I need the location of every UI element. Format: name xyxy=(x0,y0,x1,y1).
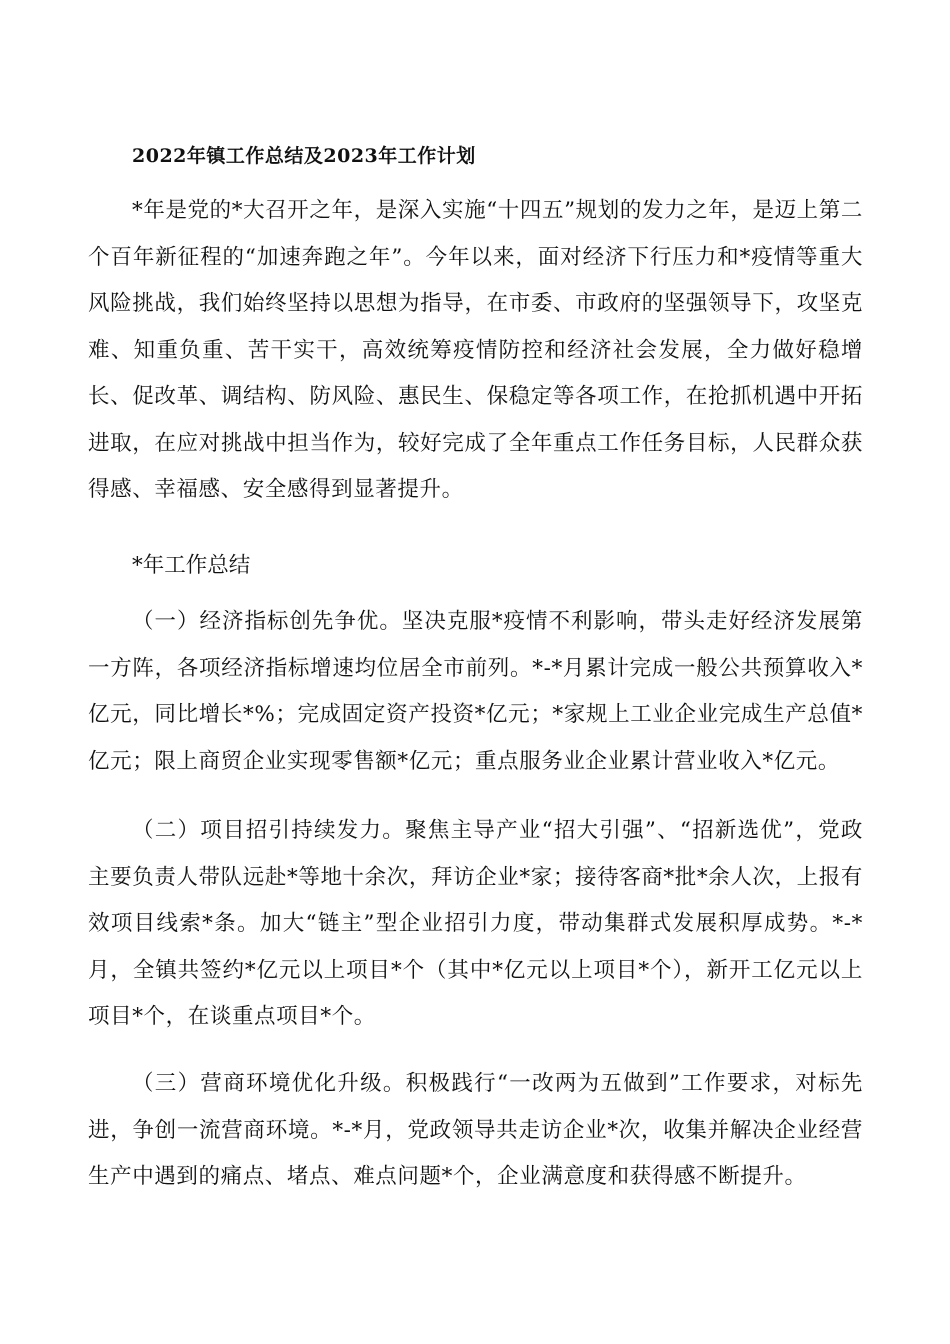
intro-paragraph: *年是党的*大召开之年，是深入实施“十四五”规划的发力之年，是迈上第二个百年新征程的“加速奔跑之年”。今年以来，面对经济下行压力和*疫情等重大风险挑战，我们始终坚持以思想为指导，在市委、市政府的坚强领导下，攻坚克难、知重负重、苦干实干，高效统筹疫情防控和经济社会发展，全力做好稳增长、促改革、调结构、防风险、惠民生、保稳定等各项工作，在抢抓机遇中开拓进取，在应对挑战中担当作为，较好完成了全年重点工作任务目标，人民群众获得感、幸福感、安全感得到显著提升。 xyxy=(88,198,863,502)
paragraph-economic-indicators: （一）经济指标创先争优。坚决克服*疫情不利影响，带头走好经济发展第一方阵，各项经济指标增速均位居全市前列。*-*月累计完成一般公共预算收入*亿元，同比增长*%；完成固定资产投资*亿元；*家规上工业企业完成生产总值*亿元；限上商贸企业实现零售额*亿元；重点服务业企业累计营业收入*亿元。 xyxy=(88,609,863,774)
document-title: 2022年镇工作总结及2023年工作计划 xyxy=(132,145,476,167)
section-heading: *年工作总结 xyxy=(132,553,251,578)
paragraph-project-attraction: （二）项目招引持续发力。聚焦主导产业“招大引强”、“招新选优”，党政主要负责人带队远赴*等地十余次，拜访企业*家；接待客商*批*余人次，上报有效项目线索*条。加大“链主”型企业招引力度，带动集群式发展积厚成势。*-*月，全镇共签约*亿元以上项目*个（其中*亿元以上项目*个），新开工亿元以上项目*个，在谈重点项目*个。 xyxy=(88,818,864,1029)
paragraph-business-environment: （三）营商环境优化升级。积极践行“一改两为五做到”工作要求，对标先进，争创一流营商环境。*-*月，党政领导共走访企业*次，收集并解决企业经营生产中遇到的痛点、堵点、难点问题*个，企业满意度和获得感不断提升。 xyxy=(88,1071,863,1189)
